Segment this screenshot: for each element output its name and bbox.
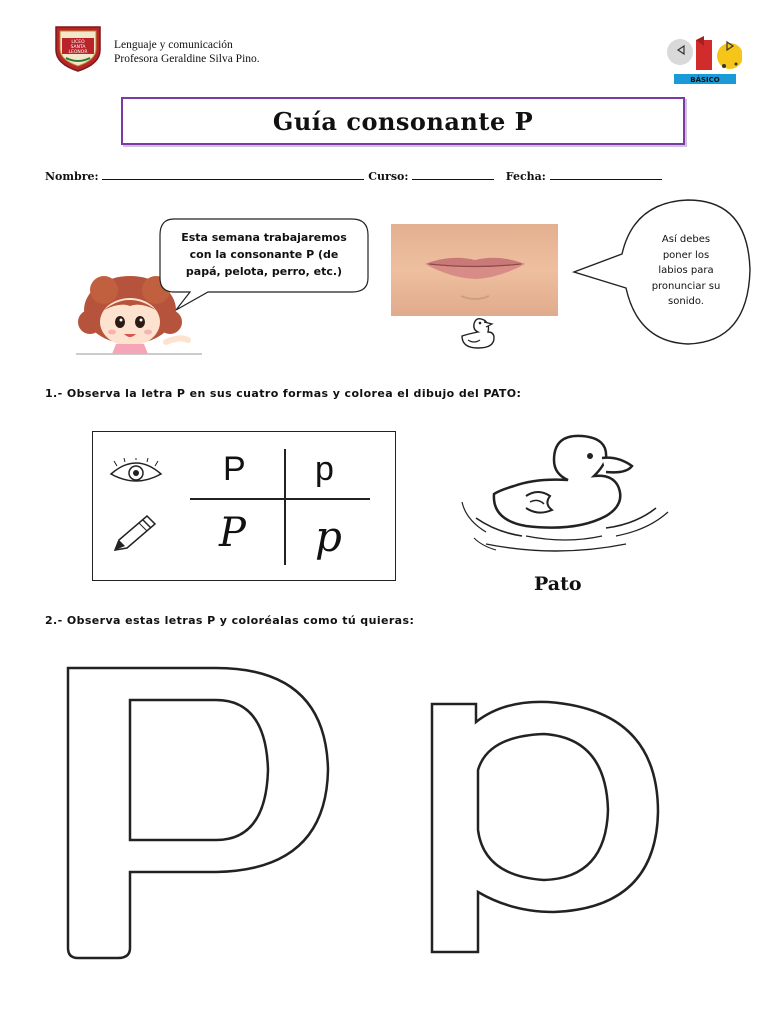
logo-line-3: LEONOR xyxy=(68,50,88,55)
question-2: 2.- Observa estas letras P y coloréalas como tú quieras: xyxy=(45,614,415,627)
print-upper-p: P xyxy=(223,450,246,488)
pencil-icon xyxy=(109,512,159,558)
school-logo xyxy=(52,24,104,72)
duck-drawing xyxy=(456,432,676,562)
duck-label: Pato xyxy=(534,573,582,595)
outline-lowercase-p xyxy=(428,700,668,958)
eye-icon xyxy=(109,458,163,492)
letter-forms-box xyxy=(92,431,396,581)
lips-photo xyxy=(391,224,558,316)
date-label: Fecha: xyxy=(505,170,546,183)
teacher-name: Profesora Geraldine Silva Pino. xyxy=(114,53,260,65)
course-field[interactable] xyxy=(412,169,494,180)
course-label: Curso: xyxy=(368,170,409,183)
cursive-lower-p: p xyxy=(315,512,342,561)
header-info xyxy=(114,38,260,66)
grade-badge-label: BÁSICO xyxy=(690,76,720,84)
name-field[interactable] xyxy=(102,169,364,180)
logo-line-1: LICEO xyxy=(71,40,85,45)
small-duck-icon xyxy=(456,314,500,352)
page-title: Guía consonante P xyxy=(272,106,534,136)
print-lower-p: p xyxy=(315,450,334,488)
girl-speech-bubble xyxy=(150,216,372,314)
lips-bubble-text: Así debes poner los labios para pronunciar su sonido. xyxy=(651,234,721,307)
subject-name: Lenguaje y comunicación xyxy=(114,39,233,51)
lips-speech-bubble xyxy=(572,196,754,348)
girl-bubble-text: Esta semana trabajaremos con la consonante P (de papá, pelota, perro, etc.) xyxy=(181,231,347,278)
name-label: Nombre: xyxy=(45,170,99,183)
outline-uppercase-p xyxy=(44,656,354,968)
logo-line-2: SANTA xyxy=(70,45,86,50)
date-field[interactable] xyxy=(550,169,662,180)
student-form xyxy=(45,169,662,183)
question-1: 1.- Observa la letra P en sus cuatro formas y colorea el dibujo del PATO: xyxy=(45,387,522,400)
title-box xyxy=(121,97,685,145)
cursive-upper-p: P xyxy=(219,510,246,556)
grade-badge xyxy=(664,34,742,86)
